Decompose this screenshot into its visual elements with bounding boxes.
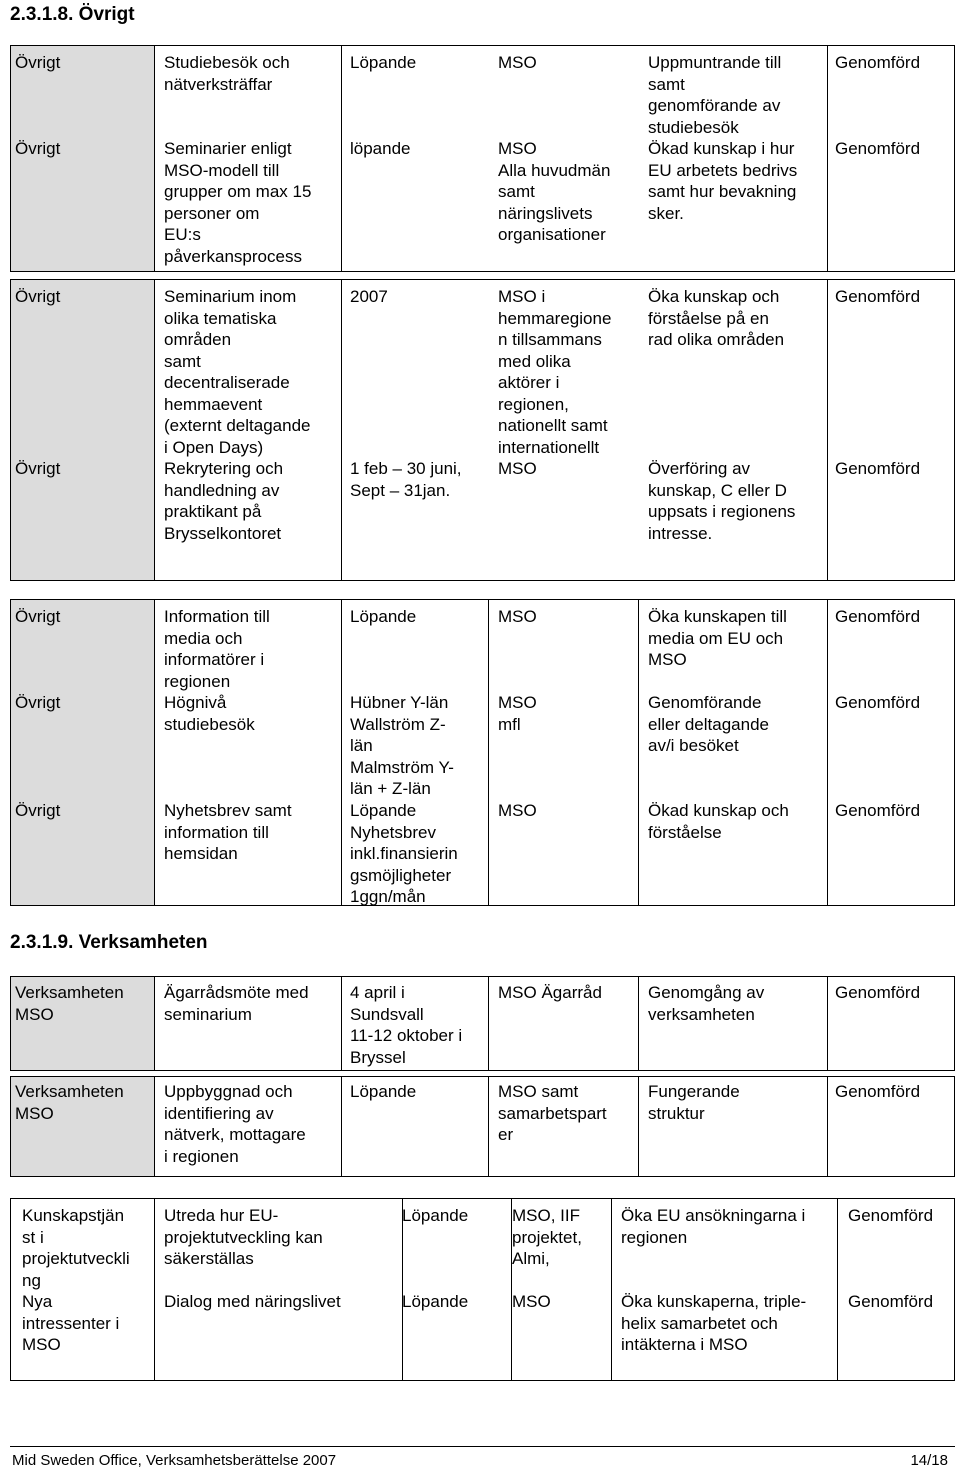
table-cell: Övrigt: [15, 693, 61, 712]
table-cell: Fungerande struktur: [648, 1082, 740, 1123]
table-cell: Genomförd: [835, 693, 921, 712]
table-verksamheten-1: [10, 976, 955, 1071]
table-cell: Seminarium inom olika tematiska områden samt decentraliserade hemmaevent (externt deltagande i Open Days): [164, 287, 311, 457]
table-cell: Genomförande eller deltagande av/i besöket: [648, 693, 769, 755]
table-cell: Utreda hur EU- projektutveckling kan säkerställas: [164, 1206, 323, 1268]
table-cell: Öka kunskaperna, triple- helix samarbetet och intäkterna i MSO: [621, 1292, 807, 1354]
table-cell: MSO mfl: [498, 693, 537, 734]
table-cell: Genomförd: [835, 53, 921, 72]
table-cell: Genomförd: [848, 1292, 934, 1311]
footer-title: Mid Sweden Office, Verksamhetsberättelse 2007: [12, 1452, 337, 1469]
page-number: 14/18: [910, 1452, 948, 1469]
table-cell: Genomförd: [835, 287, 921, 306]
table-ovrigt-3: [10, 599, 955, 906]
table-cell: Verksamheten MSO: [15, 1082, 124, 1123]
table-cell: MSO Ägarråd: [498, 983, 602, 1002]
table-cell: MSO Alla huvudmän samt näringslivets organisationer: [498, 139, 611, 244]
table-cell: Öka kunskapen till media om EU och MSO: [648, 607, 787, 669]
table-verksamheten-3: [10, 1198, 955, 1381]
table-cell: MSO, IIF projektet, Almi,: [512, 1206, 582, 1268]
table-cell: Hübner Y-län Wallström Z- län Malmström Y- län + Z-län: [350, 693, 454, 798]
table-cell: Ägarrådsmöte med seminarium: [164, 983, 309, 1024]
table-cell: Uppmuntrande till samt genomförande av studiebesök: [648, 53, 782, 137]
table-cell: Övrigt: [15, 53, 61, 72]
table-cell: Ökad kunskap i hur EU arbetets bedrivs samt hur bevakning sker.: [648, 139, 798, 223]
table-cell: Genomförd: [835, 801, 921, 820]
table-cell: Ökad kunskap och förståelse: [648, 801, 789, 842]
table-cell: Genomförd: [835, 607, 921, 626]
table-cell: Löpande: [350, 1082, 417, 1101]
table-cell: Verksamheten MSO: [15, 983, 124, 1024]
table-cell: Högnivå studiebesök: [164, 693, 255, 734]
table-cell: 1 feb – 30 juni, Sept – 31jan.: [350, 459, 462, 500]
table-cell: MSO: [512, 1292, 551, 1311]
table-cell: 4 april i Sundsvall 11-12 oktober i Bryssel: [350, 983, 463, 1067]
table-cell: MSO samt samarbetspart er: [498, 1082, 607, 1144]
table-cell: Genomförd: [835, 983, 921, 1002]
table-cell: Genomförd: [835, 139, 921, 158]
table-cell: Seminarier enligt MSO-modell till grupper om max 15 personer om EU:s påverkansprocess: [164, 139, 312, 266]
table-cell: Kunskapstjän st i projektutveckli ng: [22, 1206, 130, 1290]
table-cell: Rekrytering och handledning av praktikant på Brysselkontoret: [164, 459, 284, 543]
table-cell: 2007: [350, 287, 388, 306]
table-cell: Löpande: [350, 53, 417, 72]
table-ovrigt-2: [10, 279, 955, 581]
table-cell: Nyhetsbrev samt information till hemsidan: [164, 801, 292, 863]
table-cell: Övrigt: [15, 607, 61, 626]
table-cell: Löpande: [350, 607, 417, 626]
table-cell: löpande: [350, 139, 411, 158]
table-cell: Öka EU ansökningarna i regionen: [621, 1206, 806, 1247]
table-cell: Genomförd: [835, 459, 921, 478]
table-cell: MSO: [498, 53, 537, 72]
label-column-shade: [11, 600, 154, 905]
table-cell: Övrigt: [15, 139, 61, 158]
table-cell: MSO i hemmaregione n tillsammans med olika aktörer i regionen, nationellt samt internationellt: [498, 287, 612, 457]
table-cell: Övrigt: [15, 287, 61, 306]
section-heading-ovrigt: 2.3.1.8. Övrigt: [10, 4, 135, 25]
table-cell: Genomgång av verksamheten: [648, 983, 765, 1024]
table-cell: Nya intressenter i MSO: [22, 1292, 120, 1354]
table-cell: Öka kunskap och förståelse på en rad olika områden: [648, 287, 785, 349]
section-heading-verksamheten: 2.3.1.9. Verksamheten: [10, 932, 208, 953]
table-cell: MSO: [498, 801, 537, 820]
footer-divider: [10, 1446, 955, 1447]
table-cell: Överföring av kunskap, C eller D uppsats i regionens intresse.: [648, 459, 796, 543]
table-cell: Övrigt: [15, 801, 61, 820]
table-verksamheten-2: [10, 1076, 955, 1177]
table-cell: Löpande: [402, 1292, 469, 1311]
table-cell: Studiebesök och nätverksträffar: [164, 53, 290, 94]
table-cell: MSO: [498, 459, 537, 478]
table-cell: Genomförd: [835, 1082, 921, 1101]
table-cell: Information till media och informatörer i regionen: [164, 607, 270, 691]
table-cell: Övrigt: [15, 459, 61, 478]
table-ovrigt-1: [10, 45, 955, 272]
label-column-shade: [11, 280, 154, 580]
table-cell: Dialog med näringslivet: [164, 1292, 341, 1311]
table-cell: MSO: [498, 607, 537, 626]
table-cell: Löpande Nyhetsbrev inkl.finansierin gsmöjligheter 1ggn/mån: [350, 801, 458, 906]
table-cell: Löpande: [402, 1206, 469, 1225]
table-cell: Genomförd: [848, 1206, 934, 1225]
table-cell: Uppbyggnad och identifiering av nätverk, mottagare i regionen: [164, 1082, 306, 1166]
